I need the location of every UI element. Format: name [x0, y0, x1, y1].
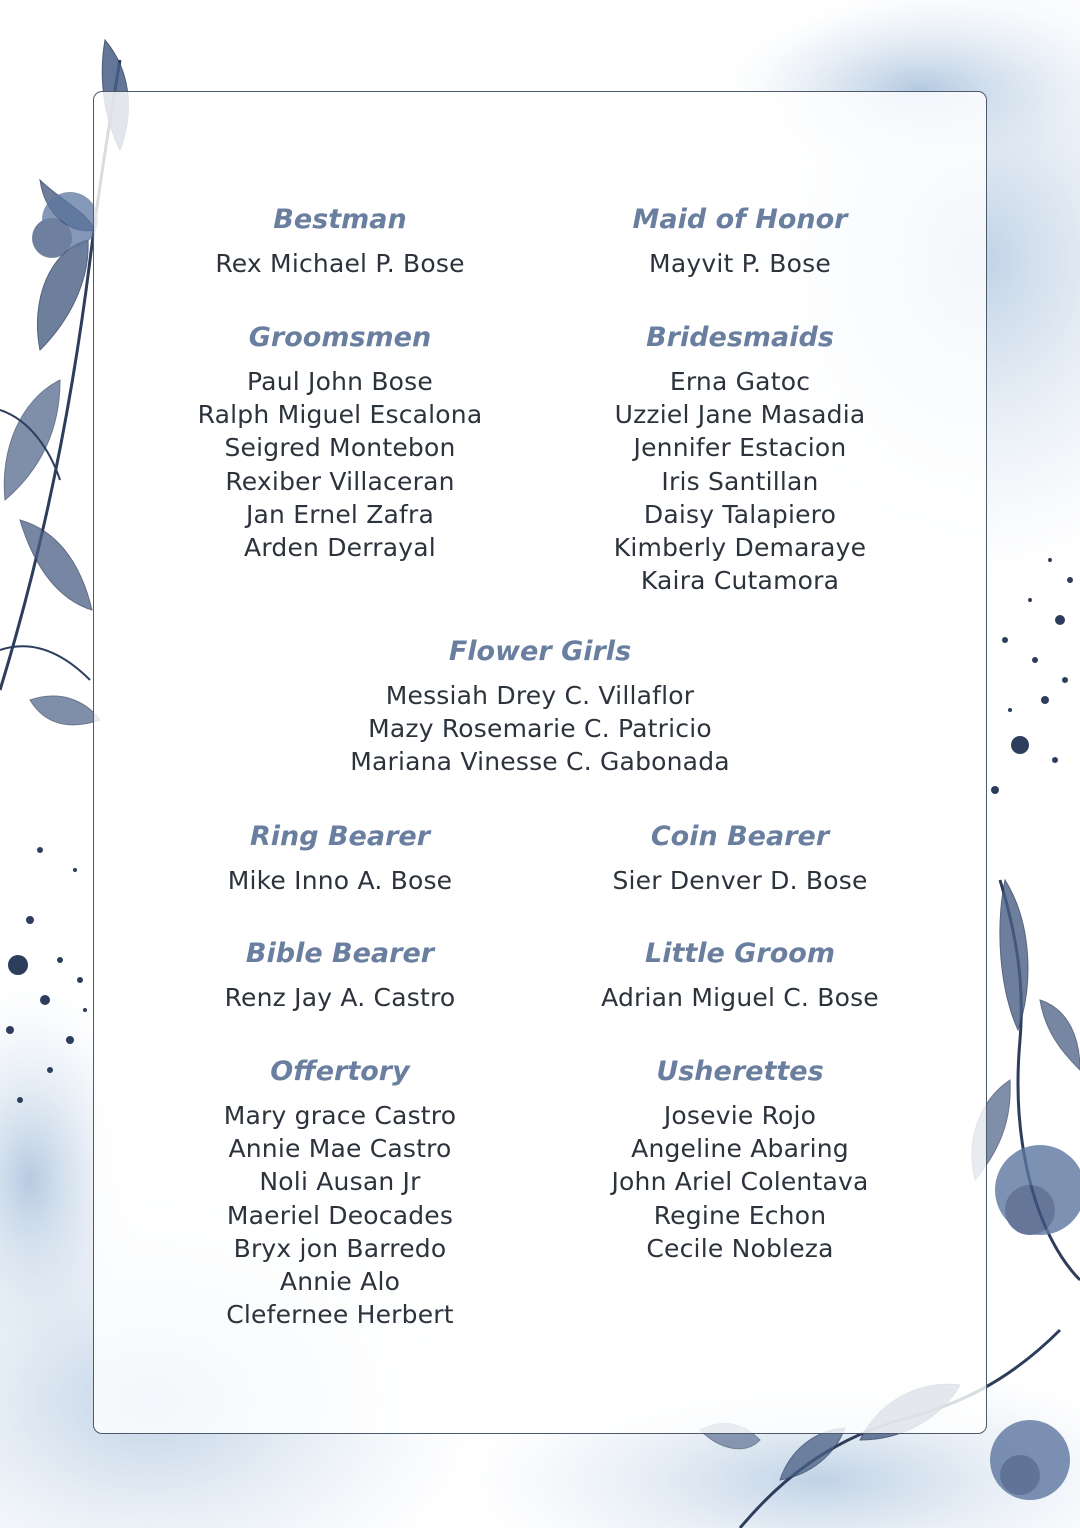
name-item: Regine Echon: [653, 1200, 827, 1230]
name-list: [140, 365, 540, 564]
section-offertory: [140, 1055, 540, 1331]
name-list: [140, 981, 540, 1014]
section-bestman: [140, 203, 540, 280]
name-item: Seigred Montebon: [224, 433, 456, 463]
name-item: Renz Jay A. Castro: [224, 983, 456, 1012]
name-item: Rexiber Villaceran: [225, 466, 455, 496]
name-list: [540, 1099, 940, 1265]
name-item: Mary grace Castro: [223, 1101, 457, 1130]
name-item: Annie Alo: [279, 1267, 401, 1297]
section-bridesmaids: [540, 321, 940, 597]
name-item: Mariana Vinesse C. Gabonada: [350, 747, 730, 777]
name-item: Erna Gatoc: [669, 367, 811, 396]
section-coin-bearer: [540, 820, 940, 897]
section-little-groom: [540, 937, 940, 1014]
section-bible-bearer: [140, 937, 540, 1014]
name-item: Ralph Miguel Escalona: [197, 400, 483, 430]
watercolor-flower-icon: [990, 1145, 1080, 1500]
name-item: Arden Derrayal: [244, 533, 436, 563]
section-heading: Offertory: [270, 1056, 410, 1087]
name-item: Noli Ausan Jr: [259, 1167, 421, 1197]
name-item: Messiah Drey C. Villaflor: [385, 681, 695, 710]
name-list: [540, 981, 940, 1014]
section-heading: Usherettes: [656, 1056, 824, 1087]
name-item: Cecile Nobleza: [646, 1233, 834, 1263]
name-item: Paul John Bose: [247, 367, 433, 396]
section-maid-of-honor: [540, 203, 940, 280]
name-item: Kaira Cutamora: [640, 566, 840, 596]
name-item: Mazy Rosemarie C. Patricio: [368, 714, 712, 744]
section-flower-girls: [140, 635, 940, 779]
name-item: Adrian Miguel C. Bose: [601, 983, 879, 1012]
name-item: Kimberly Demaraye: [613, 533, 867, 563]
name-item: Josevie Rojo: [663, 1101, 817, 1130]
section-ring-bearer: [140, 820, 540, 897]
name-item: John Ariel Colentava: [611, 1167, 869, 1197]
name-item: Maeriel Deocades: [226, 1200, 454, 1230]
name-item: Annie Mae Castro: [228, 1134, 452, 1164]
name-list: [540, 365, 940, 597]
name-list: [140, 247, 540, 280]
name-item: Sier Denver D. Bose: [612, 866, 868, 895]
section-heading: Bestman: [273, 204, 407, 235]
name-list: [140, 1099, 540, 1331]
section-heading: Bible Bearer: [245, 938, 435, 969]
section-groomsmen: [140, 321, 540, 564]
name-list: [140, 679, 940, 779]
section-usherettes: [540, 1055, 940, 1265]
name-item: Uzziel Jane Masadia: [614, 400, 866, 430]
name-item: Rex Michael P. Bose: [215, 249, 465, 278]
section-heading: Maid of Honor: [632, 204, 848, 235]
name-list: [540, 864, 940, 897]
name-item: Bryx jon Barredo: [233, 1233, 447, 1263]
section-heading: Groomsmen: [248, 322, 432, 353]
name-item: Jennifer Estacion: [633, 433, 847, 463]
name-item: Iris Santillan: [661, 466, 819, 496]
section-heading: Ring Bearer: [249, 821, 431, 852]
name-item: Mayvit P. Bose: [649, 249, 831, 278]
name-item: Jan Ernel Zafra: [245, 499, 435, 529]
name-list: [140, 864, 540, 897]
section-heading: Coin Bearer: [650, 821, 830, 852]
section-heading: Flower Girls: [448, 636, 632, 667]
name-item: Mike Inno A. Bose: [227, 866, 453, 895]
section-heading: Little Groom: [645, 938, 835, 969]
name-item: Daisy Talapiero: [643, 499, 837, 529]
section-heading: Bridesmaids: [646, 322, 834, 353]
name-item: Angeline Abaring: [631, 1134, 849, 1164]
name-list: [540, 247, 940, 280]
name-item: Clefernee Herbert: [226, 1300, 454, 1330]
